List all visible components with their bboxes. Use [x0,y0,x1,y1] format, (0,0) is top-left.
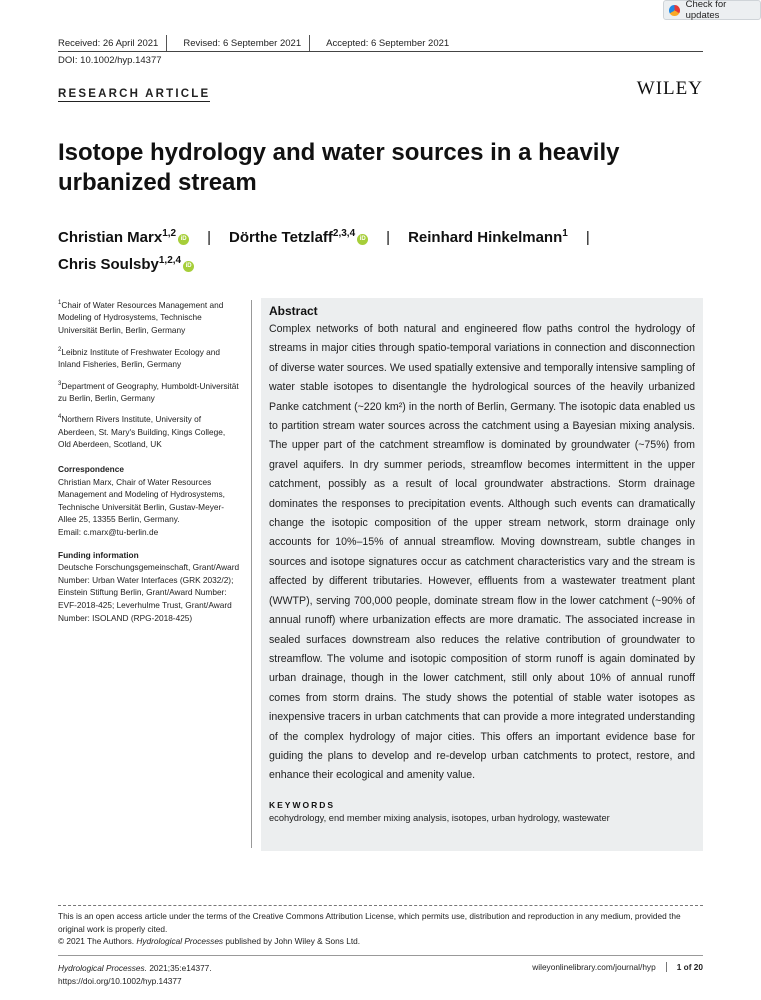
affiliation: $^4$Northern Rivers Institute, University of Aberdeen, St. Mary's Building, Kings College, Old Aberdeen, Scotland, UK [58,414,226,450]
footer-volume: 2021;35:e14377. [149,963,212,973]
license-notice [58,910,703,948]
correspondence-email[interactable]: Email: c.marx@tu-berlin.de [58,526,159,537]
article-title: Isotope hydrology and water sources in a heavily urbanized stream [58,139,620,196]
footer-divider [58,955,703,956]
orcid-icon[interactable]: iD [183,261,194,272]
correspondence-text: Christian Marx, Chair of Water Resources Management and Modeling of Hydrosystems, Technische Universität Berlin, Gustav-Meyer-Allee 25, 13355 Berlin, Germany. [58,476,225,525]
copyright-line: © 2021 The Authors. Hydrological Processes published by John Wiley & Sons Ltd. [58,936,361,946]
column-divider [251,300,252,848]
wiley-logo: WILEY [636,78,703,99]
affiliation: $^2$Leibniz Institute of Freshwater Ecology and Inland Fisheries, Berlin, Germany [58,346,220,369]
article-dates [58,38,457,51]
funding-text: Deutsche Forschungsgemeinschaft, Grant/Award Number: Urban Water Interfaces (GRK 2032/2); Einstein Stiftung Berlin, Grant/Award Number: EVF-2018-425; Leverhulme Trust, Grant/Award Number: ISOLAND (RPG-2018-425) [58,562,240,623]
license-text: This is an open access article under the terms of the Creative Commons Attribution License, which permits use, distribution and reproduction in any medium, provided the original work is properly cited. [58,911,681,934]
affiliation: $^1$Chair of Water Resources Management and Modeling of Hydrosystems, Technische Universität Berlin, Berlin, Germany [58,299,224,335]
section-label: RESEARCH ARTICLE [58,88,211,100]
check-updates-label: Check for updates [685,0,727,21]
abstract-box [261,298,703,851]
author[interactable]: Chris Soulsby$^{1,2,4}$ iD [58,256,194,273]
footer-citation [58,962,212,987]
keywords-list: ecohydrology, end member mixing analysis, isotopes, urban hydrology, wastewater [269,812,610,823]
footer-meta [532,962,703,972]
received-date: Received: 26 April 2021 [58,38,159,49]
crossmark-icon [669,5,680,16]
revised-date: Revised: 6 September 2021 [183,38,302,49]
page-number: 1 of 20 [666,962,703,972]
keywords-heading: KEYWORDS [269,799,336,810]
journal-site-link[interactable]: wileyonlinelibrary.com/journal/hyp [532,962,656,972]
check-for-updates-button[interactable] [663,0,761,20]
funding-heading: Funding information [58,549,139,560]
header-divider [58,51,703,52]
orcid-icon[interactable]: iD [178,234,189,245]
footer-journal: Hydrological Processes. [58,963,147,973]
abstract-text: Complex networks of both natural and engineered flow paths control the hydrology of streams in major cities through spatio-temporal variations in connection and disconnection of diverse water sources. We used spatially extensive and temporally intensive sampling of water stable isotopes to disentangle the hydrological sources of the heavily urbanized Panke catchment (~220 km²) in the north of Berlin, Germany. The isotopic data enabled us to partition stream water sources across the catchment using a Bayesian mixing analysis. The upper part of the catchment streamflow is dominated by groundwater (~75%) from gravel aquifers. In dry summer periods, streamflow becomes intermittent in the upper catchment, possibly as a result of local groundwater abstractions. Storm drainage dominates the responses to precipitation events. Although such events can dramatically change the isotopic composition of the upper stream network, storm drainage only accounts for 10%–15% of annual streamflow. Moving downstream, subtle changes in sources and isotope signatures occur as catchment characteristics vary and the stream is affected by different tributaries. However, effluents from a wastewater treatment plant (WWTP), serving 700,000 people, dominate stream flow in the lower catchment (~90% of annual runoff) where urbanization effects are more dramatic. The associated increase in sealed surfaces downstream also reduces the relative contribution of groundwater to streamflow. The volume and isotopic composition of storm runoff is again dominated by urban drainage, though in the lower catchment, still only about 10% of annual runoff comes from storm drains. The study shows the potential of stable water isotopes as inexpensive tracers in urban catchments that can provide a more integrated understanding of the complex hydrology of major cities. This offers an important evidence base for guiding the plans to develop and re-develop urban catchments to protect, restore, and enhance their ecological and amenity value. [269,323,695,782]
article-info-column [58,297,240,631]
abstract-heading: Abstract [269,304,318,318]
correspondence-heading: Correspondence [58,464,124,474]
author[interactable]: Dörthe Tetzlaff$^{2,3,4}$ iD [229,229,368,246]
affiliation: $^3$Department of Geography, Humboldt-Universität zu Berlin, Berlin, Germany [58,380,239,403]
author[interactable]: Reinhard Hinkelmann$^1$ [408,228,568,246]
author-list: Christian Marx$^{1,2}$ iD | Dörthe Tetzlaff$^{2,3,4}$ iD | Reinhard Hinkelmann$^1$ | Chris Soulsby$^{1,2,4}$ iD [58,228,590,273]
author[interactable]: Christian Marx$^{1,2}$ iD [58,229,189,246]
footer-doi-link[interactable]: https://doi.org/10.1002/hyp.14377 [58,975,182,986]
doi: DOI: 10.1002/hyp.14377 [58,55,162,66]
accepted-date: Accepted: 6 September 2021 [326,38,450,49]
orcid-icon[interactable]: iD [357,234,368,245]
license-divider [58,905,703,906]
